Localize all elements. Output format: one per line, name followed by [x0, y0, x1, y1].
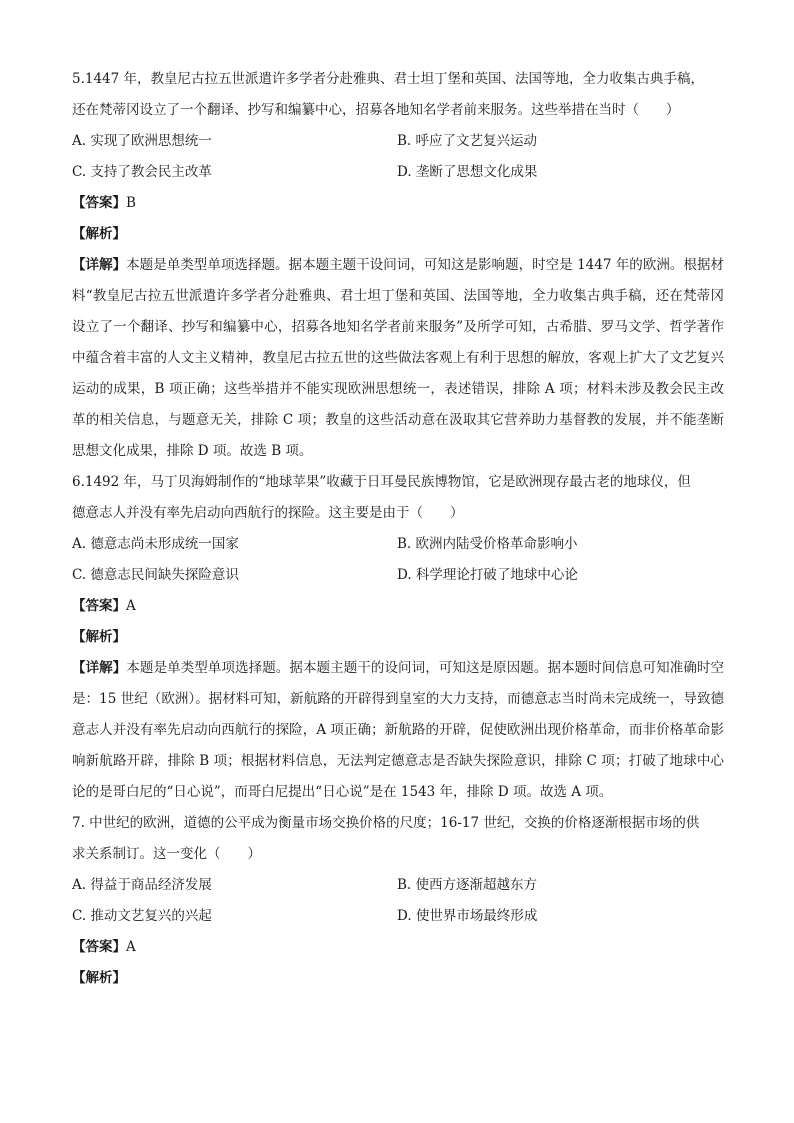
options-row: [72, 529, 724, 560]
detail-text: 本题是单类型单项选择题。据本题主题干的设问词，可知这是原因题。据本题时间信息可知准确时空是：15 世纪（欧洲）。据材料可知，新航路的开辟得到皇室的大力支持，而德意志当时尚未完成统一，导致德意志人并没有率先启动向西航行的探险，A 项正确；新航路的开辟，促使欧洲出现价格革命，而非价格革命影响新航路开辟，排除 B 项；根据材料信息，无法判定德意志是否缺失探险意识，排除 C 项；打破了地球中心论的是哥白尼的“日心说”，而哥白尼提出“日心说”是在 1543 年，排除 D 项。故选 A 项。: [72, 660, 725, 800]
analysis-tag: 【解析】: [72, 226, 126, 242]
analysis-tag: 【解析】: [72, 970, 126, 986]
detail-tag: 【详解】: [72, 257, 127, 273]
question-stem: 求关系制订。这一变化（ ）: [72, 846, 261, 862]
option-c: C. 德意志民间缺失探险意识: [72, 567, 239, 583]
page-content: [72, 64, 724, 994]
option-b: B. 欧洲内陆受价格革命影响小: [397, 536, 578, 552]
question-7: [72, 808, 724, 994]
question-stem: 7. 中世纪的欧洲，道德的公平成为衡量市场交换价格的尺度；16-17 世纪，交换的价格逐渐根据市场的供: [72, 815, 700, 831]
options-row: [72, 901, 724, 932]
option-a: A. 得益于商品经济发展: [72, 877, 212, 893]
option-d: D. 科学理论打破了地球中心论: [397, 567, 578, 583]
answer-line: [72, 932, 724, 963]
answer-tag: 【答案】: [72, 598, 126, 614]
option-d: D. 使世界市场最终形成: [397, 908, 538, 924]
option-d: D. 垄断了思想文化成果: [397, 164, 538, 180]
options-row: [72, 870, 724, 901]
option-b: B. 呼应了文艺复兴运动: [397, 133, 538, 149]
question-stem: 6.1492 年，马丁贝海姆制作的“地球苹果”收藏于日耳曼民族博物馆，它是欧洲现存最古老的地球仪，但: [72, 474, 691, 490]
detail-text: 本题是单类型单项选择题。据本题主题干设问词，可知这是影响题，时空是 1447 年的欧洲。根据材料“教皇尼古拉五世派遣许多学者分赴雅典、君士坦丁堡和英国、法国等地，全力收集古典手稿，还在梵蒂冈设立了一个翻译、抄写和编纂中心，招募各地知名学者前来服务”及所学可知，古希腊、罗马文学、哲学著作中蕴含着丰富的人文主义精神，教皇尼古拉五世的这些做法客观上有利于思想的解放，客观上扩大了文艺复兴运动的成果，B 项正确；这些举措并不能实现欧洲思想统一，表述错误，排除 A 项；材料未涉及教会民主改革的相关信息，与题意无关，排除 C 项；教皇的这些活动意在汲取其它营养助力基督教的发展，并不能垄断思想文化成果，排除 D 项。故选 B 项。: [72, 257, 724, 459]
answer-tag: 【答案】: [72, 939, 126, 955]
option-c: C. 推动文艺复兴的兴起: [72, 908, 212, 924]
analysis-tag: 【解析】: [72, 629, 126, 645]
answer-value: B: [126, 195, 136, 211]
detail-tag: 【详解】: [72, 660, 127, 676]
answer-tag: 【答案】: [72, 195, 126, 211]
options-row: [72, 157, 724, 188]
question-5: [72, 64, 724, 467]
option-c: C. 支持了教会民主改革: [72, 164, 212, 180]
answer-line: [72, 188, 724, 219]
answer-line: [72, 591, 724, 622]
answer-value: A: [126, 598, 136, 614]
question-6: [72, 467, 724, 808]
detail-paragraph: [72, 653, 724, 808]
detail-paragraph: [72, 250, 724, 467]
options-row: [72, 126, 724, 157]
question-stem: 5.1447 年，教皇尼古拉五世派遣许多学者分赴雅典、君士坦丁堡和英国、法国等地，全力收集古典手稿，: [72, 71, 705, 87]
option-b: B. 使西方逐渐超越东方: [397, 877, 538, 893]
options-row: [72, 560, 724, 591]
question-stem: 还在梵蒂冈设立了一个翻译、抄写和编纂中心，招募各地知名学者前来服务。这些举措在当时（ ）: [72, 102, 680, 118]
option-a: A. 德意志尚未形成统一国家: [72, 536, 239, 552]
question-stem: 德意志人并没有率先启动向西航行的探险。这主要是由于（ ）: [72, 505, 464, 521]
answer-value: A: [126, 939, 136, 955]
option-a: A. 实现了欧洲思想统一: [72, 133, 212, 149]
